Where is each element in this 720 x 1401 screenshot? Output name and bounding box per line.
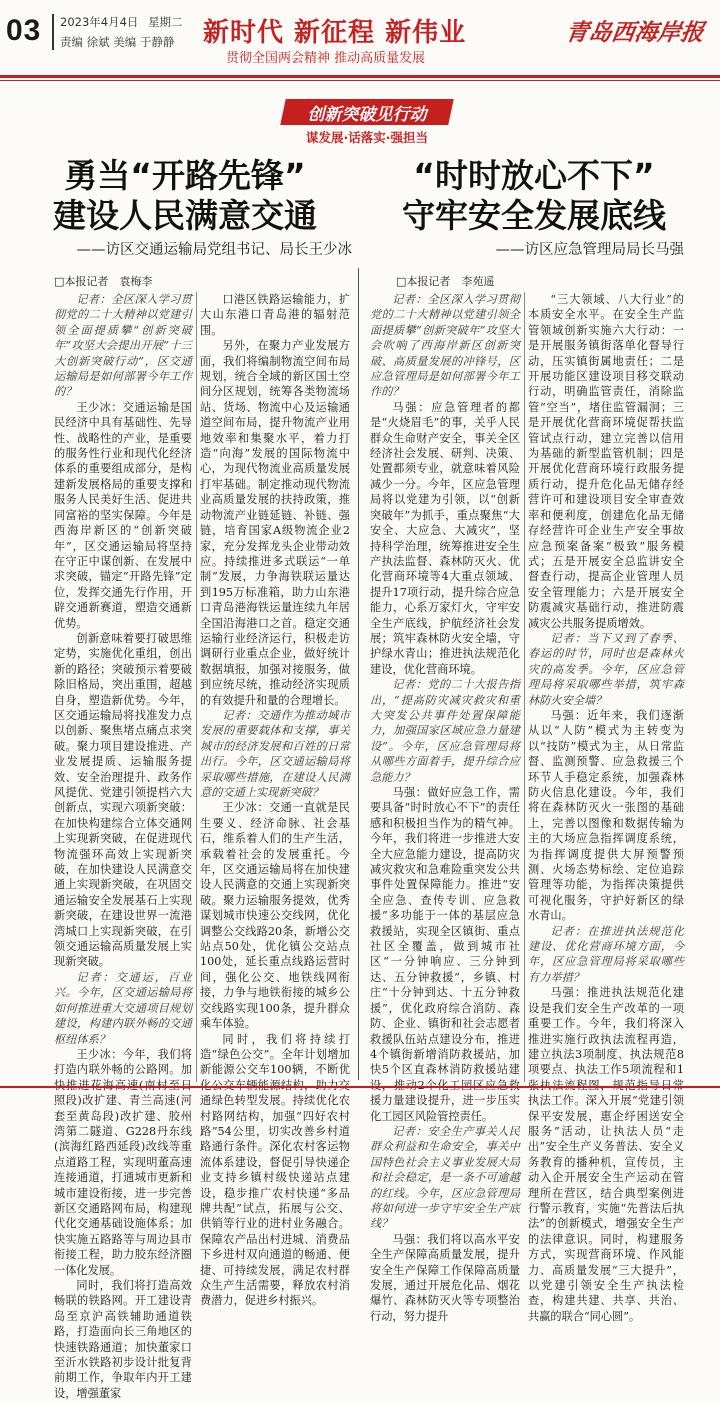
interview-question: 记者：交通作为推动城市发展的重要载体和支撑，事关城市的经济发展和百姓的日常出行。今年，区交通运输局将采取哪些措施，在建设人民满意的交通上实现新突破？ [200,708,350,799]
header-divider [52,14,54,50]
interview-answer: 马强：我们将以高水平安全生产保障高质量发展，提升安全生产保障工作保障高质量发展，通过开展危化品、烟花爆竹、森林防灭火等专项整治行动，努力提升 [370,1232,520,1323]
interview-question: 记者：交通运，百业兴。今年，区交通运输局将如何推进重大交通项目规划建设，构建内联外畅的交通枢纽体系？ [54,970,192,1046]
right-article-col2 [528,292,684,1323]
interview-question: 记者：党的二十大报告指出，“提高防灾减灾救灾和重大突发公共事件处置保障能力，加强国家区域应急力量建设”。今年，区应急管理局将从哪些方面着手，提升综合应急能力？ [370,678,520,784]
left-article-col1 [54,292,192,1400]
page-number: 03 [6,14,42,47]
interview-answer: 同时，我们将持续打造“绿色公交”。全年计划增加新能源公交车100辆，不断优 通绿色转型发展。持续优化农村路网结构，加强“四好农村路”54公里，切实改善乡村道路通行条件。深化农村客运物流体系建设，督促引导快递企业支持乡镇村级快递站点建设，稳步推广农村快递“多品牌共配”试点，拓展与公交、供销等行业的进村业务融合。保障农产品出村进城、消费品下乡进村双向通道的畅通、便捷、可持续发展，满足农村群众生产生活需要，释放农村消费潜力，促进乡村振兴。 [200,1032,350,1308]
header-rule [0,75,720,78]
interview-question: 记者：在推进执法规范化建设、优化营商环境方面，今年，区应急管理局将采取哪些有力举措？ [528,924,684,984]
left-headline-line1: 勇当“开路先锋” [64,156,306,195]
interview-question: 记者：全区深入学习贯彻党的二十大精神以党建引领全面提质攀“创新突破年”攻坚大会提出开展“十三大创新突破行动”，区交通运输局是如何部署今年工作的？ [54,293,192,399]
header-rule-thin [0,80,720,81]
left-byline: □本报记者 袁梅李 [54,275,153,288]
interview-answer: 马强：近年来，我们逐渐从以“人防”模式为主转变为以“技防”模式为主，从日常监督、监测预警、应急救援三个环节人手稳定系统，加强森林防火信息化建设。今年，我们将在森林防灭火一张图的基础上，完善以图像和数据传输为主的大场应急指挥调度系统，为指挥调度提供大屏预警预测、火场态势标绘、定位追踪管理等功能，为指挥决策提供可视化服务，守护好新区的绿水青山。 [528,708,684,923]
interview-answer: 王少冰：今年，我们将打造内联外畅的公路网。加 照段)改扩建、青兰高速(河套至黄岛段)改扩建、胶州湾第二隧道、G228丹东线(滨海红路西延段)改线等重点道路工程，实现明董高速连接通道，打通城市更新和城市建设衔接，进一步完善新区交通路网布局，构建现代化交通基础设施体系；加快实施五路路等与周边县市衔接工程，助力胶东经济圈一体化发展。 [54,1047,192,1277]
right-headline [364,158,704,235]
banner-subtitle: 贯彻全国两会精神 推动高质量发展 [226,51,426,66]
interview-answer: 马强：推进执法规范化建设是我们安全生产改革的一项重要工作。今年，我们将深入推进实施行政执法流程再造，建立执法3项制度、执法规范8项要点、执法工作5项流程和1 执法工作。深入开展“党建引领保平安发展，惠企纾困送安全服务”活动，让执法人员“走出”安全生产义务普法、安全义务教育的播种机，宣传员，主动入企开展安全生产运动在管理所在营区，结合典型案例进行警示教育，实施“先普法后执法”的创新模式，增强安全生产的法律意识。同时，构建服务方式，实现营商环境、作风能力、高质量发展“三大提升”，以党建引领安全生产执法检查，构建共建、共享、共治、共赢的联合“同心圆”。 [528,986,684,1323]
interview-answer: 同时，我们将打造高效畅联的铁路网。开工建设青岛至京沪高铁辅助通道铁路，打造面向长三角地区的快速铁路通道；加快董家口至沂水铁路初步设计批复背前期工作，争取年内开工建设，增强董家 [54,1279,192,1400]
footer-rule [0,1086,720,1088]
feature-slogan: 谋发展·话落实·强担当 [306,130,428,145]
right-col-rule [524,292,525,1082]
interview-question: 记者：安全生产事关人民群众利益和生命安全，事关中国特色社会主义事业发展大局和社会稳定，是一条不可逾越的红线。今年，区应急管理局将如何进一步守牢安全生产底线？ [370,1124,520,1231]
issue-weekday: 星期二 [148,15,183,29]
interview-question: 记者：当下又到了春季、春运的时节，同时也是森林火灾的高发季。今年，区应急管理局将采取哪些举措，筑牢森林防火安全墙？ [528,631,684,707]
interview-answer: 王少冰：交通运输是国民经济中具有基础性、先导性、战略性的产业，是重要的服务性行业和现代化经济体系的重要组成部分，是构建新发展格局的重要支撑和服务人民美好生活、促进共同富裕的坚实保障。今年是西海岸新区的“创新突破年”，区交通运输局将坚持在守正中谋创新、在发展中求突破，锚定“开路先锋”定位，发挥交通先行作用，开辟交通新赛道，塑造交通新优势。 [54,400,192,630]
interview-answer: 王少冰：交通一直就是民生要义、经济命脉、社会基石，维系着人们的生产生活，承载着社会的发展重托。今年，区交通运输局将在加快建设人民满意的交通上实现新突破。聚力运输服务提效，优秀谋划城市快速公交线网，优化调整公交线路20条，新增公交站点50处，优化镇公交站点100处，延长重点线路运营时间，强化公交、地铁线网衔接，力争与地铁衔接的城乡公交线路实现100条，提升群众乘车体验。 [200,801,350,1031]
feature-ribbon-title: 创新突破见行动 [307,105,427,125]
issue-date: 2023年4月4日 [60,15,139,29]
interview-answer: 口港区铁路运输能力，扩大山东港口青岛港的辐射范围。 [200,293,350,337]
right-article-col1 [370,292,520,1323]
left-col-rule [196,292,197,1082]
interview-answer: 另外，在聚力产业发展方面，我们将编制物流空间布局规划，统合全域的新区国土空间分区规划，统筹各类物流场站、货场、物流中心及运输通道空间布局，提升物流产业用地效率和集聚水平，着力打造“向海”发展的国际物流中心，为现代物流业高质量发展打牢基础。制定推动现代物流业高质量发展的扶持政策，推动物流产业链延链、补链、强链，培育国家A级物流企业2家，充分发挥龙头企业带动效应。持续推进多式联运“一单制”发展，力争海铁联运量达到195万标准箱，助力山东港口青岛港海铁运量连续九年居全国沿海港口之首。稳定交通运输行业经济运行，积极走访调研行业重点企业，做好统计数据填报，加强对接服务，做到应统尽统，推动经济实现质的有效提升和量的合理增长。 [200,339,350,707]
issue-date-line [60,14,183,30]
right-byline: □本报记者 李苑遥 [396,275,495,288]
center-column-rule [358,268,359,1080]
left-article-col2 [200,292,350,1308]
right-subhead: ——访区应急管理局局长马强 [495,242,684,258]
interview-answer: 创新意味着要打破思维定势，实施优化重组，创出新的路径；突破预示着要破除旧格局，突出重围，超越自身，塑造新优势。今年，区交通运输局将找准发力点以创新、聚焦堵点痛点求突破。聚力项目建设推进、产业发展提质、运输服务提效、安全治理提升、政务作风提优、党建引领提档六大创新点，实现六项新突破：在加快构建综合立体交通网上实现新突破，在促进现代物流强环高效上实现新突破，在加快建设人民满意交通上实现新突破，在巩固交通运输安全发展基石上实现新突破，在建设世界一流港湾城口上实现新突破，在引领交通运输高质量发展上实现新突破。 [54,631,192,969]
interview-answer: 马强：应急管理者的都是“火烧眉毛”的事，关乎人民群众生命财产安全，事关全区经济社会发展、研判、决策、处置都须专业，就意味着风险减少一分。今年，区应急管理局将以党建为引领，以“创新突破年”为抓手，重点聚焦“大安全、大应急、大减灾”，坚持科学治理，统筹推进安全生产执法监督、森林防灭火、优化营商环境等4大重点领域、提升17项行动，提升综合应急能力，心系万家灯火，守牢安全生产底线，护航经济社会发展；筑牢森林防火安全墙，守护绿水青山；推进执法规范化建设，优化营商环境。 [370,400,520,676]
left-headline-line2: 建设人民满意交通 [53,196,317,236]
right-headline-line1: “时时放心不下” [413,156,655,195]
right-headline-line2: 守牢安全发展底线 [402,196,666,236]
interview-question: 记者：全区深入学习贯彻党的二十大精神以党建引领全面提质攀“创新突破年”攻坚大会吹响了西海岸新区创新突破、高质量发展的冲锋号，区应急管理局是如何部署今年工作的？ [370,293,520,399]
banner-title: 新时代 新征程 新伟业 [203,18,467,48]
left-subhead: ——访区交通运输局党组书记、局长王少冰 [76,242,352,258]
editors-line: 责编 徐斌 美编 于静静 [60,35,175,49]
left-headline [20,158,350,235]
interview-answer: 马强：做好应急工作，需要具备“时时放心不下”的责任感和积极担当作为的精气神。今年，我们将进一步推进大安全大应急能力建设，提高防灾减灾救灾和急难险重突发公共事件处置保障能力。推进“安全应急、查传专训、应急救援”多功能于一体的基层应急救援站，实现全区镇街、重点社区全覆盖，做到城市社区“一分钟响应、三分钟到达、五分钟救援”，乡镇、村庄“十分钟到达、十五分钟救援”，优化政府综合消防、森防、企业、镇街和社会志愿者救援队伍站点建设分布，推进4个镇街新增消防救援站，加快5个区直森林消防救援站建 援力量建设提升，进一步压实化工园区风险管控责任。 [370,786,520,1123]
newspaper-logo: 青岛西海岸报 [563,19,706,46]
interview-answer: “三大领域、八大行业”的本质安全水平。在安全生产监管领域创新实施六大行动：一是开展服务镇街落单化督导行动，压实镇街属地责任；二是开展功能区建设项目移交联动行动，明确监管责任，消除监管“空当”，堵住监管漏洞；三是开展优化营商环境促帮扶监管试点行动，建立完善以信用为基础的新型监管机制；四是开展优化营商环境行政服务提质行动，提升危化品无储存经营许可和建设项目安全审查效率和便利度，创建危化品无储存经营许可企业生产安全事故应急预案备案“极致”服务模式；五是开展安全总监讲安全督查行动，提高企业管理人员安全管理能力；六是开展安全防震减灾基础行动，推进防震减灾公共服务提质增效。 [528,293,684,630]
